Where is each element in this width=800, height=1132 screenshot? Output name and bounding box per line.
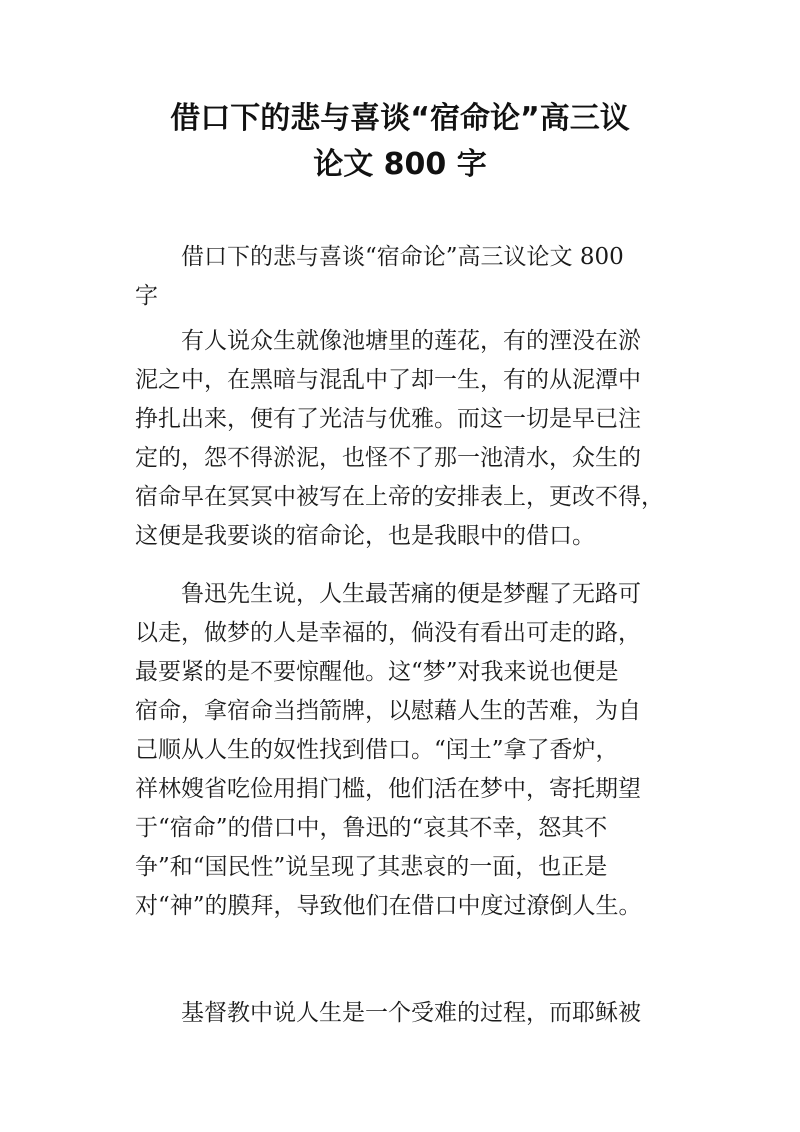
- text-line: 鲁迅先生说，人生最苦痛的便是梦醒了无路可: [181, 581, 641, 607]
- text-line: 争”和“国民性”说呈现了其悲哀的一面，也正是: [135, 854, 608, 880]
- text-line: 祥林嫂省吃俭用捐门槛，他们活在梦中，寄托期望: [135, 776, 641, 802]
- text-line: 宿命，拿宿命当挡箭牌，以慰藉人生的苦难，为自: [135, 698, 641, 724]
- document-title-line-1: 借口下的悲与喜谈“宿命论”高三议: [170, 101, 630, 136]
- subtitle-paragraph: [135, 238, 680, 316]
- text-line: 有人说众生就像池塘里的莲花，有的湮没在淤: [181, 328, 641, 354]
- text-line: 宿命早在冥冥中被写在上帝的安排表上，更改不得，: [135, 484, 664, 510]
- paragraph-2: [135, 575, 680, 926]
- text-line: 借口下的悲与喜谈“宿命论”高三议论文 800: [181, 244, 624, 270]
- text-line: 对“神”的膜拜，导致他们在借口中度过潦倒人生。: [135, 893, 642, 919]
- text-line: 定的，怨不得淤泥，也怪不了那一池清水，众生的: [135, 445, 641, 471]
- text-line: 于“宿命”的借口中，鲁迅的“哀其不幸，怒其不: [135, 815, 608, 841]
- text-line: 基督教中说人生是一个受难的过程，而耶稣被: [181, 1000, 641, 1026]
- paragraph-1: [135, 322, 680, 556]
- paragraph-3: [135, 994, 680, 1033]
- text-line: 挣扎出来，便有了光洁与优雅。而这一切是早已注: [135, 406, 641, 432]
- text-line: 泥之中，在黑暗与混乱中了却一生，有的从泥潭中: [135, 367, 641, 393]
- text-line: 己顺从人生的奴性找到借口。“闰土”拿了香炉，: [135, 737, 619, 763]
- text-line: 以走，做梦的人是幸福的，倘没有看出可走的路，: [135, 620, 641, 646]
- text-line: 这便是我要谈的宿命论，也是我眼中的借口。: [135, 523, 595, 549]
- text-line: 最要紧的是不要惊醒他。这“梦”对我来说也便是: [135, 659, 619, 685]
- text-line: 字: [135, 283, 158, 309]
- document-title-line-2: 论文 800 字: [313, 147, 487, 182]
